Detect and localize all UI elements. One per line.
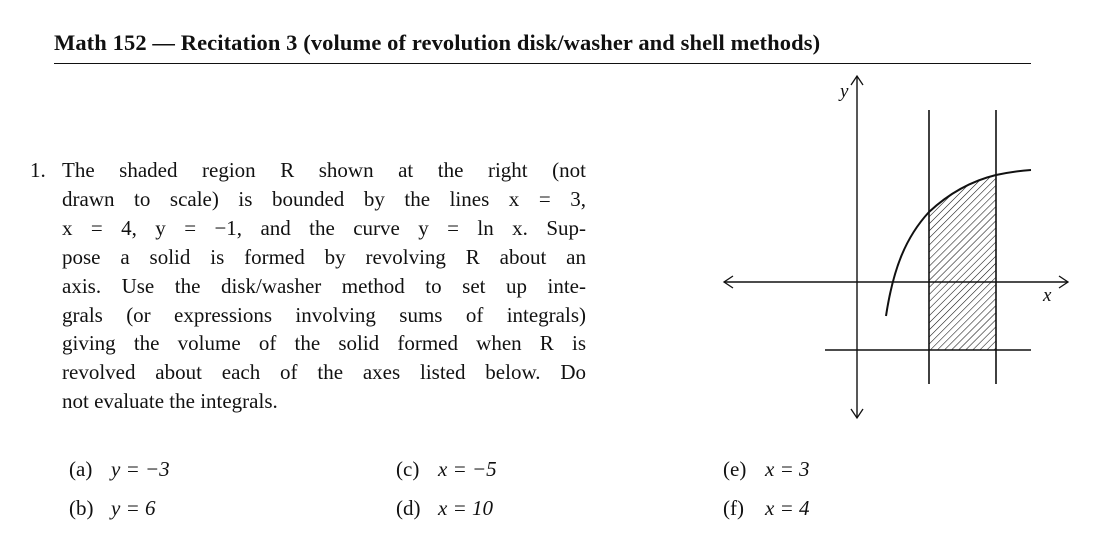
y-axis-label: y (840, 81, 849, 102)
part-axis: y = 6 (111, 496, 156, 520)
part-f (723, 496, 810, 521)
part-label: (f) (723, 496, 744, 520)
part-label: (a) (69, 457, 93, 481)
problem-line-3: x = 4, y = −1, and the curve y = ln x. Sup- (62, 215, 586, 240)
part-b (69, 496, 156, 521)
problem-line-2: drawn to scale) is bounded by the lines x = 3, (62, 186, 586, 211)
part-axis: x = −5 (438, 457, 497, 481)
page-title: Math 152 — Recitation 3 (volume of revolution disk/washer and shell methods) (54, 30, 821, 55)
shaded-region-r (929, 175, 996, 350)
problem-line-6: grals (or expressions involving sums of integrals) (62, 302, 586, 327)
problem-line-7: giving the volume of the solid formed when R is (62, 331, 586, 356)
part-label: (b) (69, 496, 94, 520)
problem-line-1: The shaded region R shown at the right (not (62, 158, 586, 182)
x-axis-label: x (1043, 285, 1052, 306)
problem-line-9: not evaluate the integrals. (62, 389, 278, 414)
part-label: (c) (396, 457, 420, 481)
part-d (396, 496, 493, 521)
part-c (396, 457, 497, 482)
part-a (69, 457, 170, 482)
problem-line-4: pose a solid is formed by revolving R about an (62, 244, 586, 269)
region-graph (700, 65, 1080, 430)
part-axis: x = 3 (765, 457, 810, 481)
problem-line-8: revolved about each of the axes listed below. Do (62, 360, 586, 385)
problem-number: 1. (30, 158, 46, 182)
part-axis: y = −3 (111, 457, 170, 481)
part-axis: x = 4 (765, 496, 810, 520)
part-label: (e) (723, 457, 747, 481)
part-axis: x = 10 (438, 496, 493, 520)
problem-line-5: axis. Use the disk/washer method to set up inte- (62, 273, 586, 298)
part-label: (d) (396, 496, 421, 520)
part-e (723, 457, 810, 482)
